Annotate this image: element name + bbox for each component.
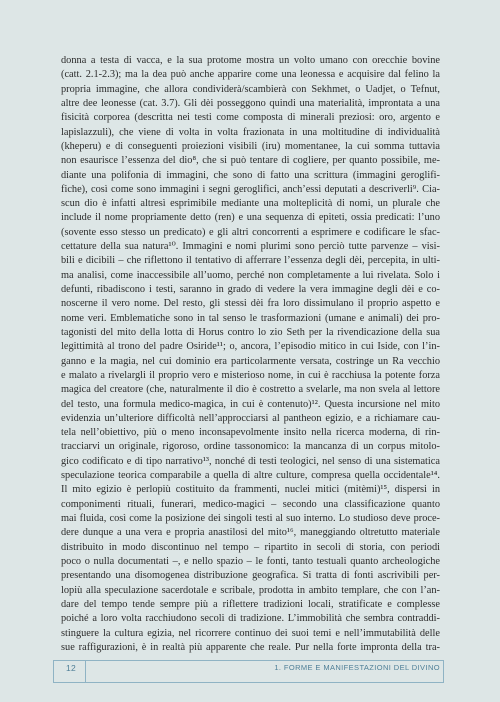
text-line: componimenti rituali, funerari, medico-magici – secondo una classificazione quanto	[61, 498, 440, 510]
text-line: diante una polifonia di immagini, che sono di fatto una scrittura (immagini geroglifi-	[61, 169, 440, 181]
text-line: noscerne il vero nome. Del resto, gli stessi dèi fra loro dissimulano il proprio aspetto e	[61, 298, 440, 310]
running-head: 1. FORME E MANIFESTAZIONI DEL DIVINO	[274, 663, 440, 672]
text-line: cettature della sua natura¹⁰. Immagini e nomi plurimi sono perciò tutte parvenze – visi-	[61, 241, 440, 253]
text-line: stinguere la cultura egizia, nel ricorrere continuo dei suoi temi e nell’immutabilità delle	[61, 627, 440, 639]
text-line: ma analisi, come inaccessibile all’uomo, perché non completamente a lui rivelata. Solo i	[61, 269, 440, 281]
text-line: gico codificato e di tipo narrativo¹³, nonché di testi teologici, nel senso di una sistematica	[61, 455, 440, 467]
text-line: tracciarvi un originale, rigoroso, ordine tassonomico: la mancanza di un corpus mitolo-	[61, 441, 440, 453]
text-line: altre dee leonesse (cat. 3.7). Gli dèi posseggono quindi una materialità, improntata a una	[61, 97, 440, 109]
text-line: legittimità al trono del padre Osiride¹¹; o, ancora, l’episodio mitico in cui Iside, con l’in-	[61, 341, 440, 353]
text-line: mai fluida, così come la posizione dei singoli testi al suo interno. Lo studioso deve proce-	[61, 513, 440, 524]
text-line: defunti, ribadiscono i testi, saranno in grado di vedere la vera immagine degli dèi e co-	[61, 284, 440, 295]
text-line: poco o nulla documentati –, e nello spazio – le fonti, tanto testuali quanto archeologiche	[61, 555, 440, 567]
text-line: e malato a rivelargli il proprio vero e misterioso nome, in cui è racchiusa la potente forza	[61, 369, 440, 381]
text-line: Il mito egizio è perlopiù costituito da frammenti, nuclei mitici (mitèmi)¹⁵, dispersi in	[61, 484, 440, 496]
text-line: tela nell’obiettivo, più o meno inconsapevolmente insito nella ricerca moderna, di rin-	[61, 427, 440, 439]
text-line: lopiù alla speculazione sacerdotale e scribale, prodotta in ambito templare, che con l’an-	[61, 584, 440, 596]
text-line: magica del creatore (che, naturalmente il dio è costretto a svelarle, ma non svela al lettore	[61, 384, 440, 396]
text-line: fiche), così come sono immagini i segni geroglifici, anch’essi deputati a descriverli⁹. Cia-	[61, 183, 440, 195]
text-line: bili e dicibili – che riflettono il tentativo di afferrare l’essenza degli dèi, percepita, in ulti-	[61, 255, 440, 267]
text-line: distribuito in modo discontinuo nel tempo – ripartito in secoli di storia, con periodi	[61, 541, 440, 553]
text-line: speculazione teorica comparabile a quella di altre culture, compresa quella occidentale¹⁴.	[61, 470, 440, 482]
text-line: (kheperu) e di conseguenti proiezioni visibili (iru) momentanee, la cui somma tuttavia	[61, 140, 440, 152]
text-line: ganno e la magia, nel cui dominio era particolarmente versata, costringe un Ra vecchio	[61, 355, 440, 367]
text-line: dere dunque a una vera e propria anastilosi del mito¹⁶, maneggiando oltretutto materiale	[61, 527, 440, 539]
footer-divider	[85, 660, 86, 683]
text-line: include il nome propriamente detto (ren) e una sequenza di epiteti, ossia predicati: l’uno	[61, 212, 440, 224]
page-number: 12	[66, 663, 77, 673]
text-line: propria immagine, che allora condividerà/scambierà con Sekhmet, o Uadjet, o Tefnut,	[61, 83, 440, 95]
text-line: (sovente esso stesso un predicato) e gli altri concorrenti a esprimere e codificare le sfac-	[61, 226, 440, 238]
text-line: (catt. 2.1-2.3); ma la dea può anche apparire come una leonessa e acquisire dal felino la	[61, 69, 440, 81]
text-line: tagonisti del mito della lotta di Horus contro lo zio Seth per la rivendicazione della sua	[61, 326, 440, 338]
text-line: scun dio è infatti altresì esprimibile mediante una molteplicità di nomi, un plurale che	[61, 198, 440, 210]
text-line: del testo, una formula medico-magica, in cui è contenuto)¹². Questa incursione nel mito	[61, 398, 440, 410]
text-line: dare del tempo tende sempre più a riflettere tradizioni locali, stratificate e complesse	[61, 598, 440, 610]
body-text	[61, 54, 440, 655]
text-line: presentando una disomogenea distribuzione geografica. Si tratta di fonti ascrivibili per-	[61, 570, 440, 582]
text-line: donna a testa di vacca, e la sua protome mostra un volto umano con orecchie bovine	[61, 55, 440, 66]
text-line: lapislazzuli), che viene di volta in volta frazionata in una moltitudine di individualità	[61, 126, 440, 138]
text-line: evidenzia un’ulteriore difficoltà nell’approcciarsi al pantheon egizio, e a richiamare cau-	[61, 412, 440, 424]
text-line: fisicità corporea (descritta nei testi come composta di minerali preziosi: oro, argento e	[61, 112, 440, 124]
text-line: sue raffigurazioni, è in realtà più apparente che reale. Pur nella forte impronta della tra-	[61, 641, 440, 653]
text-line: non esaurisce l’essenza del dio⁸, che si può tentare di cogliere, per quanto possibile, me-	[61, 155, 440, 167]
text-line: nome veri. Emblematiche sono in tal senso le trasformazioni (umane e animali) dei pro-	[61, 312, 440, 324]
text-line: poiché a loro volta racchiudono secoli di tradizione. L’immobilità che sembra contraddi-	[61, 613, 440, 625]
